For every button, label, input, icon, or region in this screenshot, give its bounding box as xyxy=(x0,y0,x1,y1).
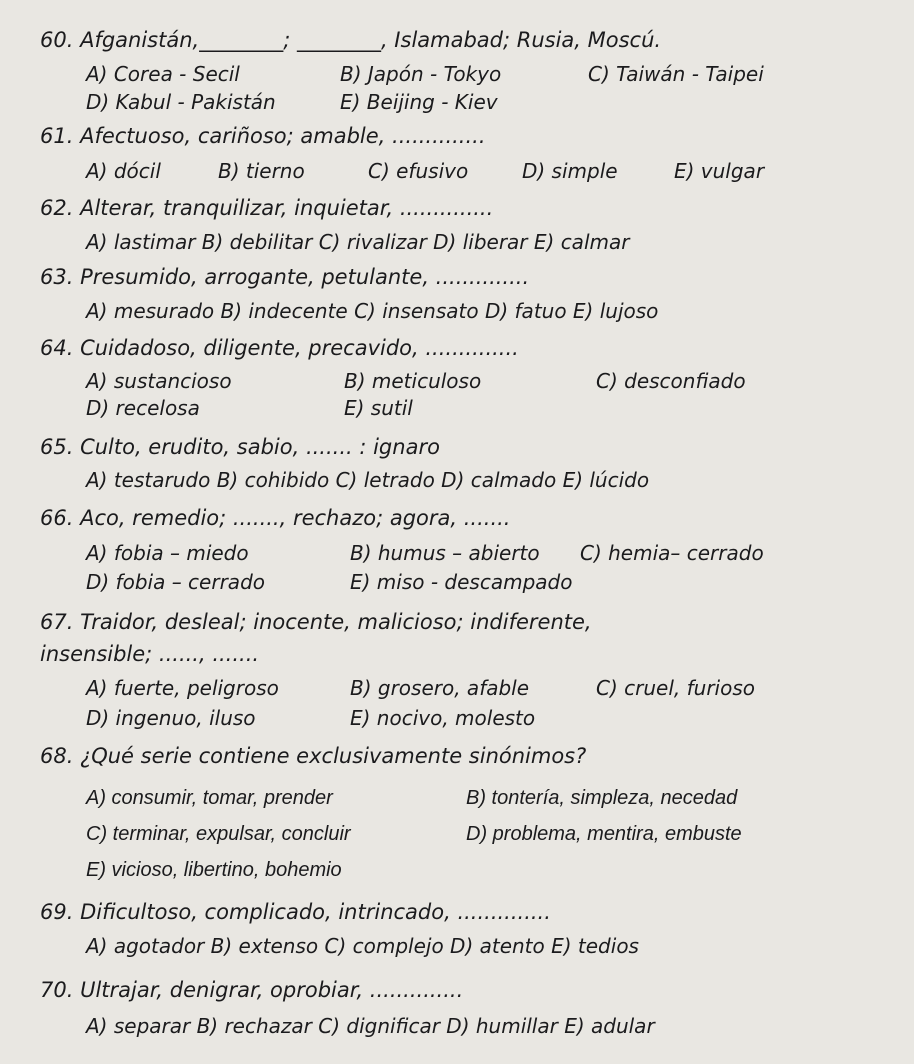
q65-options: A) testarudo B) cohibido C) letrado D) calmado E) lúcido xyxy=(86,468,650,492)
q60-option-a: A) Corea - Secil xyxy=(86,62,240,86)
question-70-stem: 70. Ultrajar, denigrar, oprobiar, .............. xyxy=(40,978,464,1002)
q61-option-c: C) efusivo xyxy=(368,159,469,183)
question-64-stem: 64. Cuidadoso, diligente, precavido, .............. xyxy=(40,336,519,360)
question-68-stem: 68. ¿Qué serie contiene exclusivamente sinónimos? xyxy=(40,744,587,768)
q66-option-c: C) hemia– cerrado xyxy=(580,541,764,565)
q67-option-d: D) ingenuo, iluso xyxy=(86,706,256,730)
q63-options: A) mesurado B) indecente C) insensato D) fatuo E) lujoso xyxy=(86,299,659,323)
q66-option-d: D) fobia – cerrado xyxy=(86,570,265,594)
q60-option-b: B) Japón - Tokyo xyxy=(340,62,502,86)
question-67-stem-line1: 67. Traidor, desleal; inocente, malicioso; indiferente, xyxy=(40,610,592,634)
question-61-stem: 61. Afectuoso, cariñoso; amable, .............. xyxy=(40,124,486,148)
question-67-stem-line2: insensible; ......, ....... xyxy=(40,642,260,666)
q68-option-a: A) consumir, tomar, prender xyxy=(86,787,333,809)
q64-option-e: E) sutil xyxy=(344,396,413,420)
question-66-stem: 66. Aco, remedio; ......., rechazo; agora, ....... xyxy=(40,506,511,530)
q70-options: A) separar B) rechazar C) dignificar D) humillar E) adular xyxy=(86,1014,655,1038)
q68-option-e: E) vicioso, libertino, bohemio xyxy=(86,859,342,881)
q68-option-b: B) tontería, simpleza, necedad xyxy=(466,787,738,809)
q61-option-a: A) dócil xyxy=(86,159,161,183)
q68-option-c: C) terminar, expulsar, concluir xyxy=(86,823,351,845)
q64-option-a: A) sustancioso xyxy=(86,369,232,393)
q62-options: A) lastimar B) debilitar C) rivalizar D) liberar E) calmar xyxy=(86,230,630,254)
q66-option-b: B) humus – abierto xyxy=(350,541,540,565)
q69-options: A) agotador B) extenso C) complejo D) atento E) tedios xyxy=(86,934,639,958)
q64-option-b: B) meticuloso xyxy=(344,369,482,393)
q66-option-a: A) fobia – miedo xyxy=(86,541,249,565)
q67-option-c: C) cruel, furioso xyxy=(596,676,755,700)
q67-option-b: B) grosero, afable xyxy=(350,676,530,700)
q61-option-e: E) vulgar xyxy=(674,159,765,183)
question-69-stem: 69. Dificultoso, complicado, intrincado, .............. xyxy=(40,900,551,924)
q61-option-d: D) simple xyxy=(522,159,618,183)
q66-option-e: E) miso - descampado xyxy=(350,570,573,594)
question-65-stem: 65. Culto, erudito, sabio, ....... : ignaro xyxy=(40,435,440,459)
q60-option-c: C) Taiwán - Taipei xyxy=(588,62,764,86)
question-63-stem: 63. Presumido, arrogante, petulante, .............. xyxy=(40,265,530,289)
q60-option-d: D) Kabul - Pakistán xyxy=(86,90,276,114)
q60-option-e: E) Beijing - Kiev xyxy=(340,90,498,114)
question-60-stem: 60. Afganistán,________; ________, Islamabad; Rusia, Moscú. xyxy=(40,28,662,52)
q61-option-b: B) tierno xyxy=(218,159,305,183)
q64-option-d: D) recelosa xyxy=(86,396,200,420)
q67-option-e: E) nocivo, molesto xyxy=(350,706,536,730)
q67-option-a: A) fuerte, peligroso xyxy=(86,676,279,700)
q68-option-d: D) problema, mentira, embuste xyxy=(466,823,742,845)
question-62-stem: 62. Alterar, tranquilizar, inquietar, .............. xyxy=(40,196,494,220)
q64-option-c: C) desconfiado xyxy=(596,369,746,393)
